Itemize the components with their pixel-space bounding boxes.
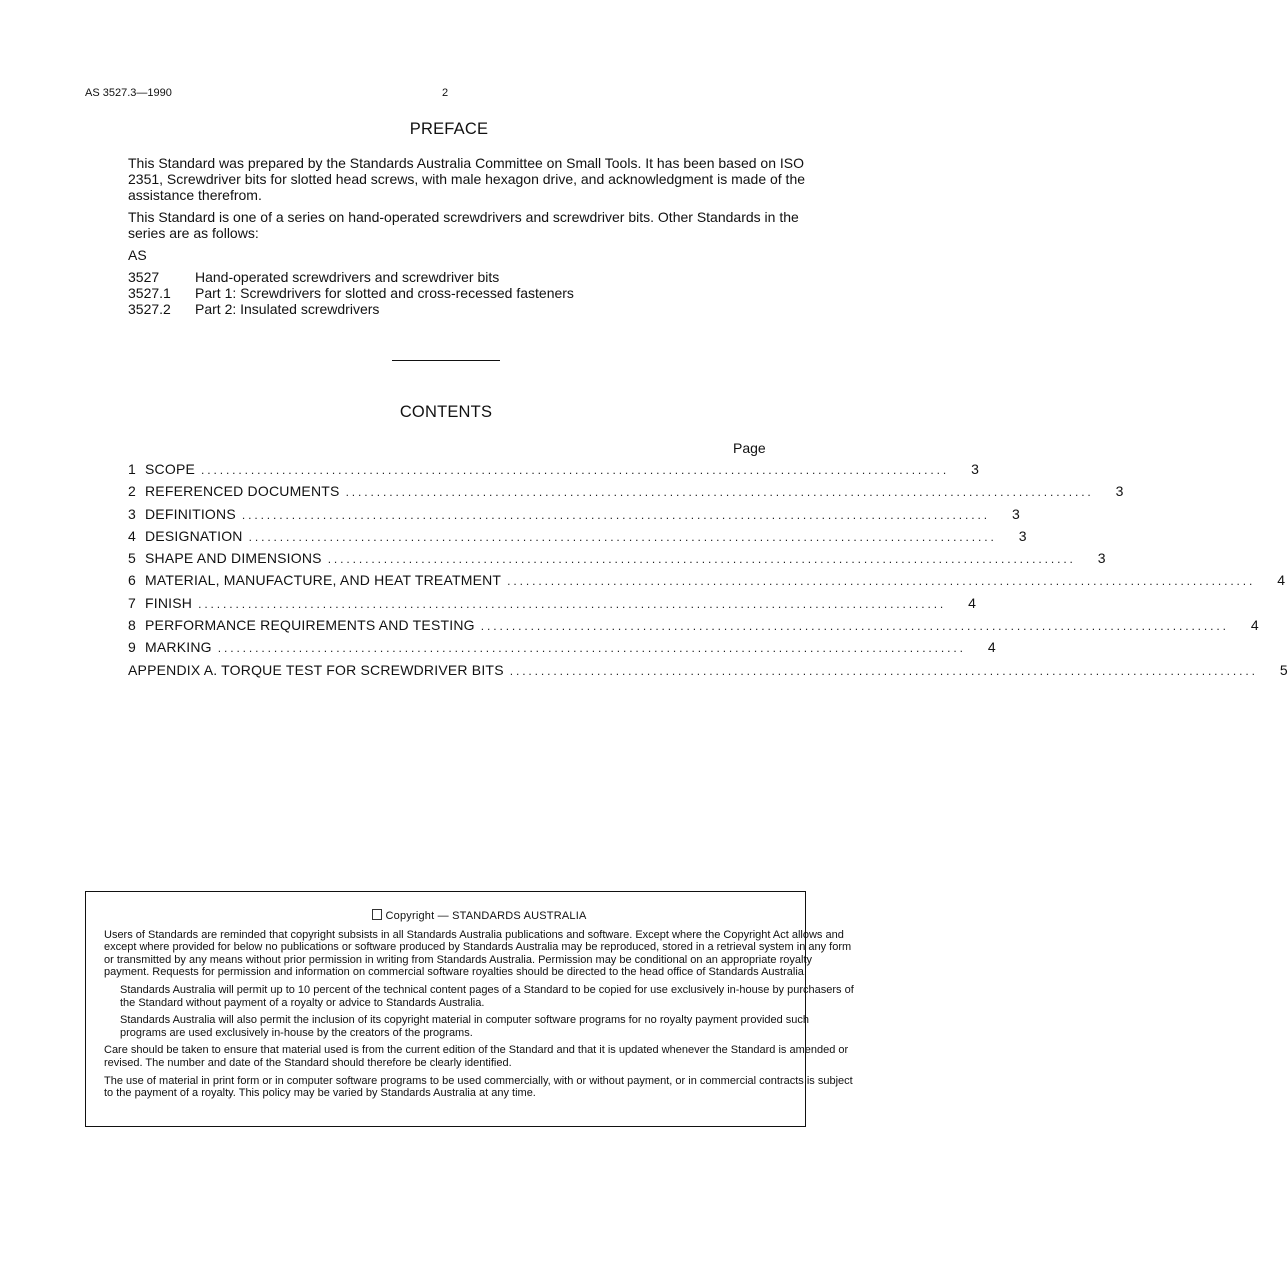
preface-paragraph-1: This Standard was prepared by the Standards Australia Committee on Small Tools. It has been based on ISO 2351, Screwdriver bits for slotted head screws, with male hexagon drive, and acknowledgment is made of the assistance therefrom. <box>128 155 806 203</box>
toc-entry-title: SHAPE AND DIMENSIONS <box>145 550 322 567</box>
contents-title: CONTENTS <box>399 403 493 421</box>
series-item <box>128 285 833 301</box>
toc-entry-number: 3 <box>128 505 136 522</box>
series-label: AS <box>128 247 147 263</box>
toc-entry-title: MATERIAL, MANUFACTURE, AND HEAT TREATMENT <box>145 572 502 589</box>
series-item <box>128 301 833 317</box>
toc-entry-page: 4 <box>968 594 977 611</box>
toc-leader-dots: ........................................................................................................................ <box>241 507 990 522</box>
toc-entry[interactable] <box>128 550 1106 572</box>
toc-entry[interactable] <box>128 661 1288 684</box>
toc-entry-number: 4 <box>128 527 136 544</box>
toc-entry-title: FINISH <box>145 594 193 611</box>
toc-entry[interactable] <box>128 617 1259 639</box>
toc-leader-dots: ........................................................................................................................ <box>248 529 997 544</box>
section-divider <box>392 360 500 361</box>
toc-entry[interactable] <box>128 461 980 483</box>
toc-entry-page: 3 <box>1011 505 1020 522</box>
series-item-number: 3527 <box>128 269 160 285</box>
series-item-title: Part 2: Insulated screwdrivers <box>195 301 380 317</box>
copyright-notice <box>85 891 854 1127</box>
toc-entry-page: 3 <box>1115 483 1124 500</box>
toc-entry-title: DESIGNATION <box>145 527 243 544</box>
toc-entry-page: 3 <box>971 461 980 477</box>
copyright-paragraph-5: The use of material in print form or in computer software programs to be used commercially, with or without payment, or in commercial contracts is subject to the payment of a royalty. This policy may be varied by Standards Australia at any time. <box>104 1074 853 1100</box>
toc-entry-number: 8 <box>128 617 136 634</box>
toc-leader-dots: ........................................................................................................................ <box>509 663 1258 678</box>
toc-entry-number: 2 <box>128 483 136 500</box>
copyright-title-text: Copyright — STANDARDS AUSTRALIA <box>385 910 587 922</box>
series-item-title: Hand-operated screwdrivers and screwdriver bits <box>195 269 500 285</box>
toc-entry-title: REFERENCED DOCUMENTS <box>145 483 340 500</box>
toc-entry-number: 5 <box>128 550 136 567</box>
toc-entry-number: 1 <box>128 461 136 477</box>
copyright-title <box>104 909 854 923</box>
toc-entry[interactable] <box>128 527 1027 550</box>
toc-entry[interactable] <box>128 505 1020 528</box>
preface-paragraph-2: This Standard is one of a series on hand-operated screwdrivers and screwdriver bits. Other Standards in the series are as follows: <box>128 209 799 241</box>
toc-entry-title: PERFORMANCE REQUIREMENTS AND TESTING <box>145 617 475 634</box>
toc-entry-page: 3 <box>1097 550 1106 567</box>
toc-entry-number: 9 <box>128 639 136 656</box>
toc-entry-title: DEFINITIONS <box>145 505 236 522</box>
toc-entry-page: 4 <box>987 639 996 656</box>
copyright-paragraph-3: Standards Australia will also permit the inclusion of its copyright material in computer software programs for no royalty payment provided such programs are used exclusively in-house by the creators of the programs. <box>120 1014 810 1039</box>
toc-entry[interactable] <box>128 483 1124 505</box>
toc-entry-page: 3 <box>1018 527 1027 544</box>
standard-id: AS 3527.3—1990 <box>85 87 172 99</box>
toc-leader-dots: ........................................................................................................................ <box>327 552 1076 567</box>
toc-leader-dots: ........................................................................................................................ <box>217 641 966 656</box>
toc-entry-title: MARKING <box>145 639 212 656</box>
copyright-symbol-icon <box>372 909 382 920</box>
series-item-number: 3527.2 <box>128 301 171 317</box>
preface-body <box>128 155 833 317</box>
series-item-title: Part 1: Screwdrivers for slotted and cross-recessed fasteners <box>195 285 574 301</box>
series-item <box>128 269 833 285</box>
copyright-paragraph-2: Standards Australia will permit up to 10 percent of the technical content pages of a Standard to be copied for use exclusively in-house by purchasers of the Standard without payment of a royalty or advice to Standards Australia. <box>120 983 854 1009</box>
series-item-number: 3527.1 <box>128 285 171 301</box>
toc-entry-page: 4 <box>1277 572 1286 589</box>
toc-leader-dots: ........................................................................................................................ <box>480 619 1229 634</box>
page-number: 2 <box>442 87 449 99</box>
toc-entry[interactable] <box>128 639 996 661</box>
toc-entry-number: 6 <box>128 572 136 589</box>
toc-entry-number: 7 <box>128 594 136 611</box>
copyright-paragraph-4: Care should be taken to ensure that material used is from the current edition of the Standard and that it is updated whenever the Standard is amended or revised. The number and date of the Standard should therefore be clearly identified. <box>104 1044 849 1069</box>
toc-entry[interactable] <box>128 594 977 617</box>
toc-entry-page: 4 <box>1250 617 1259 634</box>
copyright-paragraph-1: Users of Standards are reminded that copyright subsists in all Standards Australia publications and software. Except where the Copyright Act allows and except where provided for below no publications or software produced by Standards Australia may be reproduced, stored in a retrieval system in any form or transmitted by any means without prior permission in writing from Standards Australia. Permission may be conditional on an appropriate royalty payment. Requests for permission and information on commercial software royalties should be directed to the head office of Standards Australia. <box>104 928 852 979</box>
preface-title: PREFACE <box>409 120 489 138</box>
toc-entry[interactable] <box>128 572 1286 594</box>
contents-page-label: Page <box>733 440 766 456</box>
toc-entry-title: APPENDIX A. TORQUE TEST FOR SCREWDRIVER BITS <box>128 661 504 678</box>
toc-entry-title: SCOPE <box>145 461 196 477</box>
toc-leader-dots: ........................................................................................................................ <box>201 463 950 477</box>
toc-leader-dots: ........................................................................................................................ <box>345 485 1094 500</box>
toc-leader-dots: ........................................................................................................................ <box>198 596 947 611</box>
copyright-body <box>104 909 854 1105</box>
toc-entry-page: 5 <box>1279 661 1288 678</box>
table-of-contents <box>128 461 1288 684</box>
toc-leader-dots: ........................................................................................................................ <box>507 574 1256 589</box>
